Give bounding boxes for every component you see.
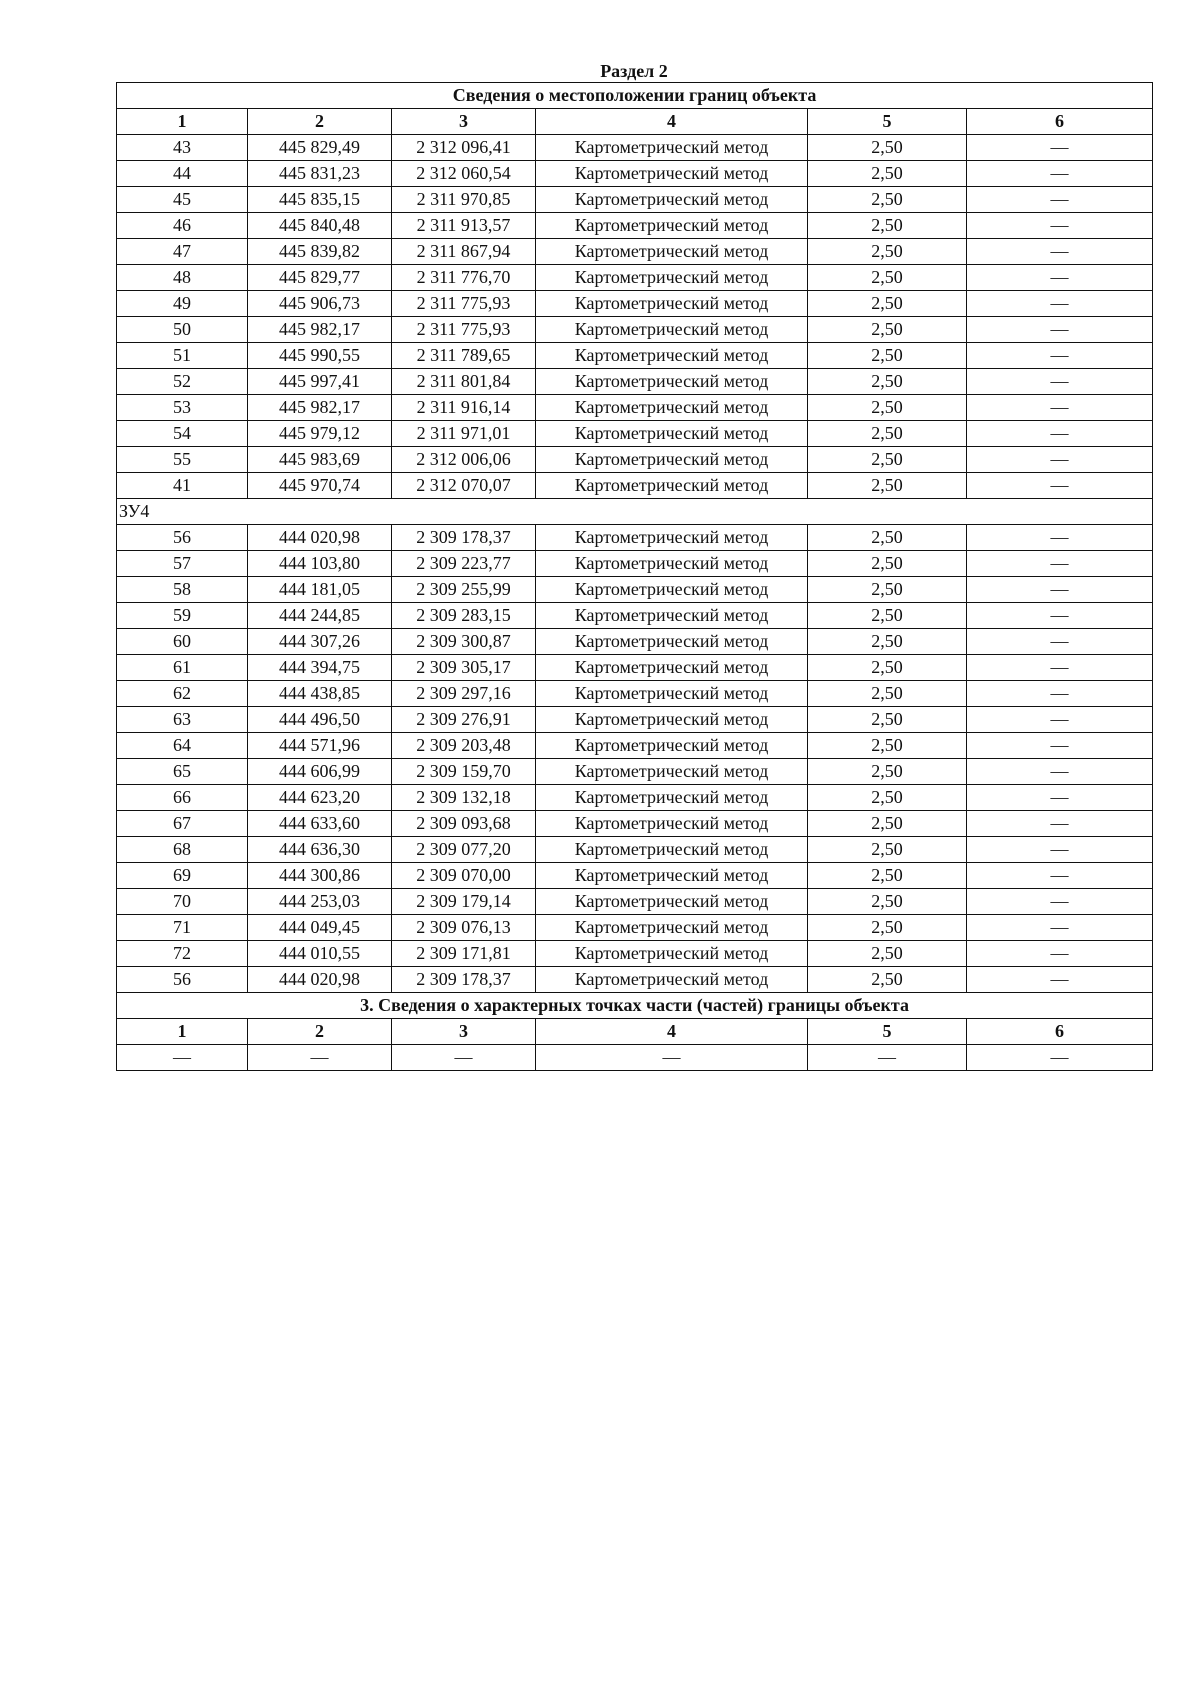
table-cell: Картометрический метод	[536, 785, 808, 811]
table-cell: Картометрический метод	[536, 681, 808, 707]
table-cell: 55	[117, 447, 248, 473]
table-row	[117, 421, 1153, 447]
table-cell: 2 311 776,70	[392, 265, 536, 291]
table-cell: 2,50	[808, 915, 967, 941]
table-cell: —	[967, 655, 1153, 681]
table-cell: 2,50	[808, 265, 967, 291]
section3-title-cell: 3. Сведения о характерных точках части (частей) границы объекта	[117, 993, 1153, 1019]
table-cell: —	[967, 733, 1153, 759]
table-cell: 2,50	[808, 239, 967, 265]
table-cell: 2,50	[808, 525, 967, 551]
table-row	[117, 863, 1153, 889]
section3-header-row	[117, 1019, 1153, 1045]
table-cell: 2 309 171,81	[392, 941, 536, 967]
table-cell: 65	[117, 759, 248, 785]
table-cell: 2 309 077,20	[392, 837, 536, 863]
table-row	[117, 239, 1153, 265]
table-row	[117, 213, 1153, 239]
table-cell: 2 309 255,99	[392, 577, 536, 603]
table-cell: 444 606,99	[248, 759, 392, 785]
table-cell: 2 311 913,57	[392, 213, 536, 239]
table-cell: Картометрический метод	[536, 863, 808, 889]
table-cell: 445 979,12	[248, 421, 392, 447]
table-cell: 2	[248, 1019, 392, 1045]
table-row	[117, 889, 1153, 915]
table-cell: —	[536, 1045, 808, 1071]
table-cell: —	[967, 863, 1153, 889]
table-cell: 2 309 223,77	[392, 551, 536, 577]
table-cell: 44	[117, 161, 248, 187]
table-cell: 3	[392, 1019, 536, 1045]
table-cell: —	[967, 811, 1153, 837]
table-cell: —	[967, 187, 1153, 213]
table-cell: 2,50	[808, 317, 967, 343]
table-cell: 61	[117, 655, 248, 681]
table-cell: 2 309 159,70	[392, 759, 536, 785]
table-cell: Картометрический метод	[536, 915, 808, 941]
table-cell: —	[967, 1045, 1153, 1071]
table-row	[117, 681, 1153, 707]
table-cell: Картометрический метод	[536, 395, 808, 421]
table-cell: 444 496,50	[248, 707, 392, 733]
table-cell: 445 997,41	[248, 369, 392, 395]
table-cell: 2 309 070,00	[392, 863, 536, 889]
table-cell: Картометрический метод	[536, 317, 808, 343]
table-cell: —	[967, 967, 1153, 993]
table-cell: Картометрический метод	[536, 889, 808, 915]
table-cell: 1	[117, 1019, 248, 1045]
table-cell: —	[967, 707, 1153, 733]
table-cell: 2,50	[808, 733, 967, 759]
table-row	[117, 395, 1153, 421]
table-cell: Картометрический метод	[536, 603, 808, 629]
table-cell: Картометрический метод	[536, 265, 808, 291]
table-cell: Картометрический метод	[536, 707, 808, 733]
table-cell: 50	[117, 317, 248, 343]
table-row	[117, 1045, 1153, 1071]
table-cell: 445 829,49	[248, 135, 392, 161]
table-cell: 47	[117, 239, 248, 265]
table-cell: 2,50	[808, 941, 967, 967]
table-cell: 2,50	[808, 681, 967, 707]
table-cell: —	[967, 473, 1153, 499]
table-cell: 5	[808, 1019, 967, 1045]
table-cell: 59	[117, 603, 248, 629]
table-cell: Картометрический метод	[536, 213, 808, 239]
table-cell: 67	[117, 811, 248, 837]
table-row	[117, 551, 1153, 577]
table-cell: 49	[117, 291, 248, 317]
table-row	[117, 291, 1153, 317]
table-row	[117, 655, 1153, 681]
table-cell: 58	[117, 577, 248, 603]
table-cell: 2	[248, 109, 392, 135]
table-row	[117, 629, 1153, 655]
table-cell: 444 307,26	[248, 629, 392, 655]
table-cell: 445 839,82	[248, 239, 392, 265]
table-cell: —	[967, 265, 1153, 291]
table-cell: Картометрический метод	[536, 135, 808, 161]
table-cell: 444 253,03	[248, 889, 392, 915]
table-cell: —	[392, 1045, 536, 1071]
table-cell: 60	[117, 629, 248, 655]
table-cell: 52	[117, 369, 248, 395]
table-cell: 62	[117, 681, 248, 707]
table-row	[117, 603, 1153, 629]
table-cell: 2 311 775,93	[392, 317, 536, 343]
table-cell: 2 311 867,94	[392, 239, 536, 265]
table-cell: 63	[117, 707, 248, 733]
section-title-cell: Сведения о местоположении границ объекта	[117, 83, 1153, 109]
table-cell: 70	[117, 889, 248, 915]
table-cell: 2 309 178,37	[392, 525, 536, 551]
table-cell: —	[248, 1045, 392, 1071]
boundary-table-body	[117, 83, 1153, 1071]
table-cell: 2,50	[808, 655, 967, 681]
table-cell: 45	[117, 187, 248, 213]
table-row	[117, 161, 1153, 187]
table-cell: —	[967, 785, 1153, 811]
table-cell: —	[967, 889, 1153, 915]
table-cell: 2,50	[808, 629, 967, 655]
group-label-row	[117, 499, 1153, 525]
table-cell: Картометрический метод	[536, 629, 808, 655]
table-cell: 2,50	[808, 603, 967, 629]
table-cell: 445 835,15	[248, 187, 392, 213]
table-cell: 2,50	[808, 837, 967, 863]
table-row	[117, 525, 1153, 551]
table-cell: 2 309 203,48	[392, 733, 536, 759]
table-cell: 1	[117, 109, 248, 135]
table-cell: 2 312 006,06	[392, 447, 536, 473]
table-cell: Картометрический метод	[536, 187, 808, 213]
table-cell: —	[967, 837, 1153, 863]
table-cell: Картометрический метод	[536, 655, 808, 681]
table-cell: 41	[117, 473, 248, 499]
table-cell: 445 829,77	[248, 265, 392, 291]
table-cell: 2 311 775,93	[392, 291, 536, 317]
table-row	[117, 447, 1153, 473]
table-cell: —	[808, 1045, 967, 1071]
table-cell: 54	[117, 421, 248, 447]
table-cell: 66	[117, 785, 248, 811]
table-row	[117, 265, 1153, 291]
table-cell: Картометрический метод	[536, 967, 808, 993]
column-header-row	[117, 109, 1153, 135]
table-cell: —	[967, 291, 1153, 317]
table-cell: 2,50	[808, 551, 967, 577]
table-cell: 2 309 305,17	[392, 655, 536, 681]
table-cell: 2 309 276,91	[392, 707, 536, 733]
table-cell: 2,50	[808, 395, 967, 421]
document-title: Раздел 2	[600, 61, 668, 81]
table-cell: —	[967, 603, 1153, 629]
table-cell: 2 309 179,14	[392, 889, 536, 915]
table-cell: Картометрический метод	[536, 291, 808, 317]
table-cell: —	[967, 395, 1153, 421]
table-cell: Картометрический метод	[536, 447, 808, 473]
table-cell: —	[967, 525, 1153, 551]
table-cell: —	[967, 213, 1153, 239]
table-cell: Картометрический метод	[536, 239, 808, 265]
table-cell: Картометрический метод	[536, 759, 808, 785]
table-cell: Картометрический метод	[536, 525, 808, 551]
table-cell: 2 311 970,85	[392, 187, 536, 213]
table-cell: 71	[117, 915, 248, 941]
table-cell: 444 049,45	[248, 915, 392, 941]
table-cell: Картометрический метод	[536, 343, 808, 369]
table-cell: 2,50	[808, 759, 967, 785]
table-row	[117, 707, 1153, 733]
table-cell: —	[967, 915, 1153, 941]
table-cell: 444 636,30	[248, 837, 392, 863]
table-cell: —	[967, 681, 1153, 707]
table-cell: 2 309 297,16	[392, 681, 536, 707]
table-row	[117, 967, 1153, 993]
table-cell: 2 309 132,18	[392, 785, 536, 811]
table-cell: 445 983,69	[248, 447, 392, 473]
table-cell: —	[967, 369, 1153, 395]
table-row	[117, 343, 1153, 369]
document-page	[116, 60, 1152, 1071]
table-row	[117, 369, 1153, 395]
table-cell: 444 020,98	[248, 967, 392, 993]
table-cell: 2 312 070,07	[392, 473, 536, 499]
table-cell: Картометрический метод	[536, 369, 808, 395]
table-cell: Картометрический метод	[536, 577, 808, 603]
table-cell: 6	[967, 109, 1153, 135]
table-cell: 5	[808, 109, 967, 135]
table-cell: 2,50	[808, 863, 967, 889]
table-cell: 56	[117, 525, 248, 551]
table-cell: 2 309 300,87	[392, 629, 536, 655]
table-cell: 2 312 060,54	[392, 161, 536, 187]
table-cell: Картометрический метод	[536, 421, 808, 447]
table-cell: 2,50	[808, 447, 967, 473]
table-cell: 2 309 283,15	[392, 603, 536, 629]
table-cell: 51	[117, 343, 248, 369]
table-cell: 2,50	[808, 811, 967, 837]
table-row	[117, 187, 1153, 213]
table-cell: 444 438,85	[248, 681, 392, 707]
table-cell: 4	[536, 1019, 808, 1045]
table-cell: 2,50	[808, 369, 967, 395]
table-cell: —	[967, 161, 1153, 187]
table-cell: 69	[117, 863, 248, 889]
table-row	[117, 941, 1153, 967]
table-cell: 2,50	[808, 421, 967, 447]
table-cell: 444 181,05	[248, 577, 392, 603]
table-cell: 2,50	[808, 135, 967, 161]
table-cell: 444 010,55	[248, 941, 392, 967]
table-cell: 444 394,75	[248, 655, 392, 681]
table-cell: —	[967, 629, 1153, 655]
table-cell: 56	[117, 967, 248, 993]
table-cell: 46	[117, 213, 248, 239]
table-cell: 444 623,20	[248, 785, 392, 811]
table-cell: 2,50	[808, 967, 967, 993]
section-title	[117, 83, 1153, 109]
table-cell: —	[967, 447, 1153, 473]
table-cell: 2 309 093,68	[392, 811, 536, 837]
table-cell: 445 906,73	[248, 291, 392, 317]
table-cell: Картометрический метод	[536, 733, 808, 759]
table-cell: Картометрический метод	[536, 941, 808, 967]
table-cell: —	[967, 239, 1153, 265]
table-cell: Картометрический метод	[536, 551, 808, 577]
table-cell: 444 571,96	[248, 733, 392, 759]
table-cell: 445 982,17	[248, 395, 392, 421]
table-cell: 445 970,74	[248, 473, 392, 499]
table-cell: 6	[967, 1019, 1153, 1045]
table-cell: —	[967, 551, 1153, 577]
table-cell: Картометрический метод	[536, 161, 808, 187]
table-row	[117, 733, 1153, 759]
table-cell: —	[967, 343, 1153, 369]
table-cell: 48	[117, 265, 248, 291]
table-row	[117, 577, 1153, 603]
table-cell: 2 311 971,01	[392, 421, 536, 447]
boundary-table	[116, 82, 1153, 1071]
table-cell: 64	[117, 733, 248, 759]
table-cell: 2,50	[808, 187, 967, 213]
table-cell: 2 311 916,14	[392, 395, 536, 421]
table-cell: —	[967, 577, 1153, 603]
table-cell: 444 300,86	[248, 863, 392, 889]
table-cell: 445 990,55	[248, 343, 392, 369]
table-cell: —	[967, 759, 1153, 785]
table-cell: 2 311 789,65	[392, 343, 536, 369]
table-cell: 2 309 178,37	[392, 967, 536, 993]
table-cell: 72	[117, 941, 248, 967]
table-row	[117, 135, 1153, 161]
table-cell: 2,50	[808, 577, 967, 603]
table-cell: 4	[536, 109, 808, 135]
table-cell: 2 311 801,84	[392, 369, 536, 395]
table-cell: 445 831,23	[248, 161, 392, 187]
table-row	[117, 759, 1153, 785]
table-cell: 445 840,48	[248, 213, 392, 239]
table-cell: 2,50	[808, 161, 967, 187]
table-cell: 444 633,60	[248, 811, 392, 837]
table-cell: —	[967, 135, 1153, 161]
table-cell: 2,50	[808, 707, 967, 733]
table-cell: 2 309 076,13	[392, 915, 536, 941]
table-row	[117, 785, 1153, 811]
table-cell: 2,50	[808, 889, 967, 915]
table-cell: —	[967, 941, 1153, 967]
table-cell: 3	[392, 109, 536, 135]
table-cell: 53	[117, 395, 248, 421]
table-cell: Картометрический метод	[536, 473, 808, 499]
table-cell: 445 982,17	[248, 317, 392, 343]
table-cell: 43	[117, 135, 248, 161]
table-cell: 2,50	[808, 291, 967, 317]
table-row	[117, 915, 1153, 941]
table-cell: 444 244,85	[248, 603, 392, 629]
table-row	[117, 317, 1153, 343]
table-row	[117, 811, 1153, 837]
table-row	[117, 837, 1153, 863]
table-cell: 68	[117, 837, 248, 863]
table-cell: —	[967, 421, 1153, 447]
table-row	[117, 473, 1153, 499]
table-cell: 2 312 096,41	[392, 135, 536, 161]
table-cell: 2,50	[808, 213, 967, 239]
table-cell: 444 103,80	[248, 551, 392, 577]
table-cell: 2,50	[808, 473, 967, 499]
group-label-row-cell: ЗУ4	[117, 499, 1153, 525]
table-cell: —	[117, 1045, 248, 1071]
table-cell: Картометрический метод	[536, 837, 808, 863]
table-cell: 2,50	[808, 785, 967, 811]
table-cell: 2,50	[808, 343, 967, 369]
section3-title	[117, 993, 1153, 1019]
table-cell: Картометрический метод	[536, 811, 808, 837]
table-cell: 444 020,98	[248, 525, 392, 551]
table-cell: —	[967, 317, 1153, 343]
table-cell: 57	[117, 551, 248, 577]
